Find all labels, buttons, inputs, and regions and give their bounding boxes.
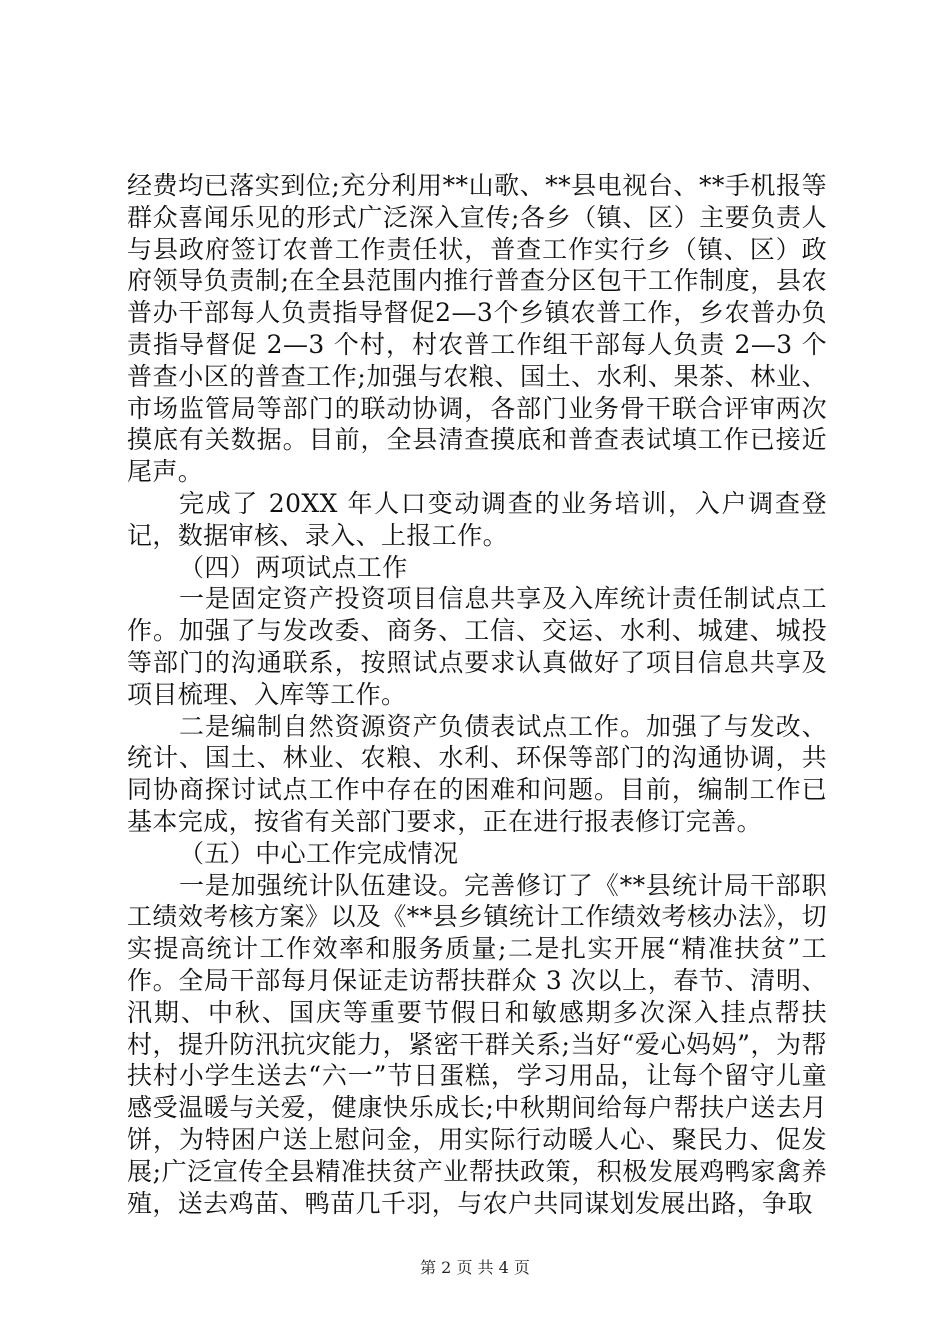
page-footer: 第 2 页 共 4 页 bbox=[420, 1258, 530, 1277]
paragraph-central-work: 一是加强统计队伍建设。完善修订了《**县统计局干部职工绩效考核方案》以及《**县乡镇统计工作绩效考核办法》，切实提高统计工作效率和服务质量;二是扎实开展“精准扶贫”工作。全局干部每月保证走访帮扶群众 3 次以上，春节、清明、汛期、中秋、国庆等重要节假日和敏感期多次深入挂点帮扶村，提升防汛抗灾能力，紧密干群关系;当好“爱心妈妈”，为帮扶村小学生送去“六一”节日蛋糕，学习用品，让每个留守儿童感受温暖与关爱，健康快乐成长;中秋期间给每户帮扶户送去月饼，为特困户送上慰问金，用实际行动暖人心、聚民力、促发展;广泛宣传全县精准扶贫产业帮扶政策，积极发展鸡鸭家禽养殖，送去鸡苗、鸭苗几千羽，与农户共同谋划发展出路，争取 bbox=[127, 870, 827, 1218]
paragraph-population-survey: 完成了 20XX 年人口变动调查的业务培训，入户调查登记，数据审核、录入、上报工作。 bbox=[127, 488, 827, 550]
paragraph-pilot-one: 一是固定资产投资项目信息共享及入库统计责任制试点工作。加强了与发改委、商务、工信、交运、水利、城建、城投等部门的沟通联系，按照试点要求认真做好了项目信息共享及项目梳理、入库等工作。 bbox=[127, 584, 827, 709]
paragraph-continuation: 经费均已落实到位;充分利用**山歌、**县电视台、**手机报等群众喜闻乐见的形式广泛深入宣传;各乡（镇、区）主要负责人与县政府签订农普工作责任状，普查工作实行乡（镇、区）政府领导负责制;在全县范围内推行普查分区包干工作制度，县农普办干部每人负责指导督促2—3个乡镇农普工作，乡农普办负责指导督促 2—3 个村，村农普工作组干部每人负责 2—3 个普查小区的普查工作;加强与农粮、国土、水利、果茶、林业、市场监管局等部门的联动协调，各部门业务骨干联合评审两次摸底有关数据。目前，全县清查摸底和普查表试填工作已接近尾声。 bbox=[127, 171, 827, 487]
section-heading-central-work: （五）中心工作完成情况 bbox=[179, 838, 459, 868]
document-body bbox=[127, 170, 827, 1219]
paragraph-pilot-two: 二是编制自然资源资产负债表试点工作。加强了与发改、统计、国土、林业、农粮、水利、环保等部门的沟通协调，共同协商探讨试点工作中存在的困难和问题。目前，编制工作已基本完成，按省有关部门要求，正在进行报表修订完善。 bbox=[127, 711, 827, 836]
section-heading-pilot-work: （四）两项试点工作 bbox=[179, 552, 408, 582]
